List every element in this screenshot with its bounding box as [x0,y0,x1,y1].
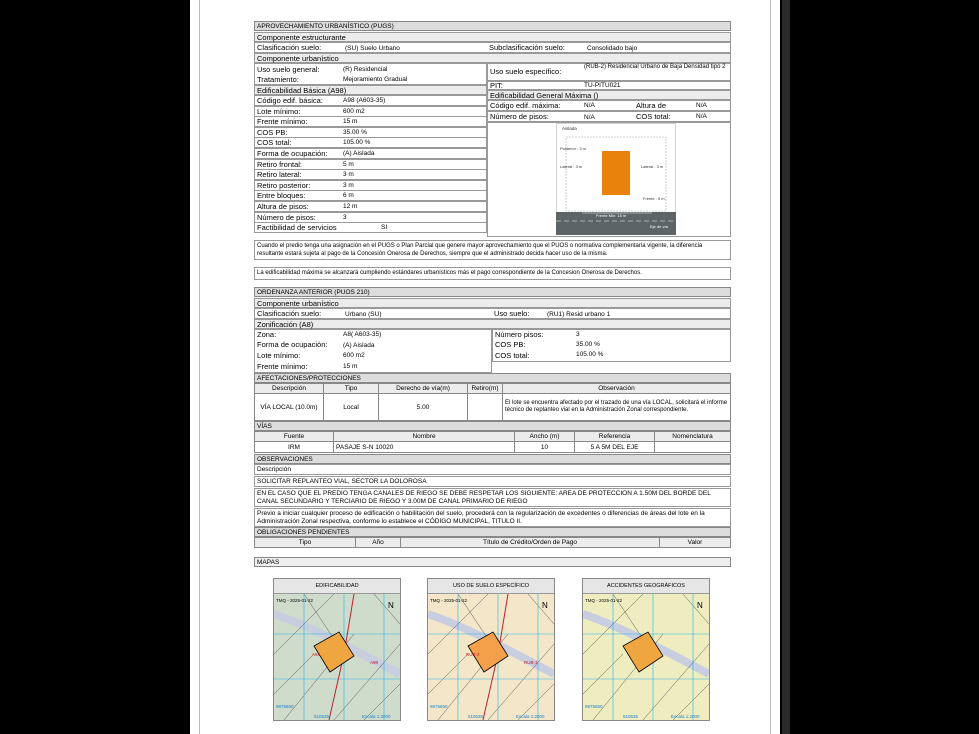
subclasificacion-value: Consolidado bajo [587,45,638,52]
map-canvas [274,594,400,720]
basic-field-value: 35.00 % [343,128,367,136]
map-stamp: TMQ - 2025-01-22 [585,598,623,603]
afect-cell-derecho: 5.00 [379,394,468,421]
puos-clasif-value: Urbano (SU) [345,311,382,318]
afect-header-descripcion: Descripción [255,384,324,394]
puos-left-box [254,329,492,373]
puos-forma-label: Forma de ocupación: [257,340,328,349]
basic-field-label: Entre bloques: [257,191,306,201]
max-cos-label: COS total: [636,112,671,121]
map-scale: Escala 1:2000 [362,714,391,719]
vias-header-fuente: Fuente [255,432,334,442]
map-coordinate: 510535 [468,714,484,719]
uso-general-label: Uso suelo general: [257,65,320,74]
basic-field-value: 105.00 % [343,139,371,147]
basic-field-value: 600 m2 [343,107,365,115]
puos-costotal-label: COS total: [495,351,530,360]
puos-cospb-label: COS PB: [495,340,526,349]
basic-field-value: 15 m [343,118,358,126]
basic-field-row [254,169,487,180]
afect-cell-descripcion: VÍA LOCAL (10.0m) [255,394,324,421]
north-arrow-icon: N [697,601,703,610]
basic-field-value: 5 m [343,160,354,168]
basic-field-label: Código edif. básica: [257,96,323,105]
max-altura-label: Altura de [636,101,667,110]
puos-forma-value: (A) Aislada [343,342,375,349]
map-zone-label: A98 [370,660,379,665]
basic-field-value: 12 m [343,203,358,210]
section-title-pugs: APROVECHAMIENTO URBANÍSTICO (PUGS) [254,21,731,31]
basic-field-label: Retiro lateral: [257,170,302,180]
note-edificabilidad-maxima: La edificabilidad máxima se alcanzará cumpliendo estándares urbanísticos más el pago correspondiente de la Concesion Onerosa de Derechos. [254,267,731,280]
max-codigo-label: Código edif. máxima: [490,101,561,110]
basic-field-label: Frente mínimo: [257,117,308,127]
basic-field-label: COS total: [257,138,292,148]
basic-field-row [254,148,487,159]
uso-especifico-label: Uso suelo específico: [490,67,562,76]
map-canvas [428,594,554,720]
vias-cell-ancho: 10 [515,442,575,453]
basic-field-row [254,137,487,148]
vias-cell-nombre: PASAJE S-N 10020 [334,442,515,453]
basic-field-label: Altura de pisos: [257,202,309,211]
map-coordinate: 510535 [314,714,330,719]
basic-field-label: Lote mínimo: [257,106,301,116]
map-zone-label: RUB-2 [466,652,480,657]
clasificacion-value: (SU) Suelo Urbano [345,45,400,52]
afect-cell-tipo: Local [324,394,379,421]
basic-field-row [254,212,487,223]
diagram-posterior: Posterior : 3 m [560,146,587,151]
subclasificacion-label: Subclasificación suelo: [489,43,565,52]
basic-field-value: 6 m [343,192,354,200]
basic-field-label: Retiro frontal: [257,159,303,169]
clasificacion-label: Clasificación suelo: [257,43,322,52]
map-title: USO DE SUELO ESPECÍFICO [428,579,554,594]
map-stamp: TMQ - 2025-01-22 [276,598,314,603]
setback-diagram [556,123,676,235]
map-stamp: TMQ - 2025-01-22 [430,598,468,603]
max-altura-value: N/A [696,102,707,109]
pit-label: PIT: [490,81,503,90]
table-row [255,394,731,421]
basic-field-value: SI [381,224,388,232]
puos-costotal-value: 105.00 % [576,351,604,358]
north-arrow-icon: N [388,601,394,610]
section-title-obligaciones: OBLIGACIONES PENDIENTES [254,527,731,537]
max-cos-value: N/A [696,113,707,120]
oblig-header-anio: Año [356,538,401,548]
edificabilidad-basica-heading: Edificabilidad Básica (A98) [254,85,487,95]
diagram-lateral-right: Lateral : 3 m [641,164,664,169]
component-estructurante-heading: Componente estructurante [254,32,731,42]
vias-header-nombre: Nombre [334,432,515,442]
basic-field-value: A98 (A603-35) [343,97,386,104]
basic-field-value: 3 [343,213,347,221]
observaciones-desc-header: Descripción [254,464,731,475]
observacion-item-3: Previo a iniciar cualquier proceso de edificación o habilitación del suelo, procederá con la regularización de excedentes o diferencias de áreas del lote en la Administración Zonal respectiva, conforme lo establece el CÓDIGO MUNICIPAL, TITULO II. [254,508,731,527]
section-title-afectaciones: AFECTACIONES/PROTECCIONES [254,373,731,383]
observacion-item-1: SOLICITAR REPLANTEO VIAL, SECTOR LA DOLOROSA [254,476,731,487]
diagram-aislada: Aislada [562,126,577,131]
basic-field-label: Número de pisos: [257,212,316,222]
map-coordinate: 9975650 [585,704,603,709]
puos-lote-value: 600 m2 [343,352,365,359]
table-row [255,442,731,453]
basic-field-row [254,201,487,212]
uso-tratamiento-box [254,63,487,85]
map-coordinate: 9975650 [430,704,448,709]
vias-header-nomenclatura: Nomenclatura [655,432,731,442]
map-canvas [583,594,709,720]
basic-field-value: (A) Aislada [343,150,375,157]
oblig-header-titulo: Título de Crédito/Orden de Pago [401,538,660,548]
basic-field-value: 3 m [343,181,354,189]
diagram-frente: Frente : 5 m [643,196,665,201]
max-row-2 [487,111,731,122]
map-coordinate: 510535 [623,714,639,719]
device-bezel [782,0,790,734]
basic-field-row [254,180,487,191]
pit-value: TU-PITU021 [584,82,621,89]
edificabilidad-maxima-heading: Edificabilidad General Máxima () [487,90,731,100]
basic-field-label: COS PB: [257,127,288,137]
basic-field-row [254,190,487,201]
puos-cospb-value: 35.00 % [576,341,600,348]
vias-header-ancho: Ancho (m) [515,432,575,442]
pit-box [487,81,731,90]
afectaciones-table [254,383,731,421]
max-pisos-label: Número de pisos: [490,112,549,121]
clasificacion-row [254,42,731,53]
section-title-vias: VÍAS [254,421,731,431]
vias-cell-nomenclatura [655,442,731,453]
puos-lote-label: Lote mínimo: [257,351,301,360]
map-coordinate: 9975650 [276,704,294,709]
note-concesion: Cuando el predio tenga una asignación en el PUGS o Plan Parcial que genere mayor aprovechamiento que el PUOS o normativa complementaria vigente, la diferencia resultante estará sujeta al pago de la Concesión Onerosa de Derechos, siempre que el administrado decida hacer uso de la misma. [254,240,731,260]
puos-pisos-value: 3 [576,331,580,338]
basic-field-row [254,116,487,127]
basic-field-row [254,106,487,117]
basic-field-row [254,159,487,170]
map-scale: Escala 1:2000 [671,714,700,719]
map-title: ACCIDENTES GEOGRÁFICOS [583,579,709,594]
puos-uso-label: Uso suelo: [494,309,530,318]
max-row-1 [487,100,731,111]
puos-clasif-label: Clasificación suelo: [257,309,322,318]
basic-field-row [254,222,487,233]
vias-table [254,431,731,453]
map-title: EDIFICABILIDAD [274,579,400,594]
basic-field-label: Retiro posterior: [257,180,311,190]
diagram-lateral-left: Lateral : 3 m [560,164,583,169]
section-title-puos: ORDENANZA ANTERIOR (PUOS 210) [254,287,731,297]
diagram-frente-min: Frente Min: 15 m [596,213,627,218]
afect-header-observacion: Observación [503,384,731,394]
vias-cell-referencia: 5 A 5M DEL EJE [575,442,655,453]
basic-field-row [254,95,487,106]
basic-field-value: 3 m [343,171,354,179]
puos-clasif-row [254,308,731,319]
vias-cell-fuente: IRM [255,442,334,453]
puos-component-heading: Componente urbanístico [254,298,731,308]
map-uso-suelo[interactable] [427,578,555,721]
vias-header-referencia: Referencia [575,432,655,442]
north-arrow-icon: N [542,601,548,610]
afect-header-retiro: Retiro(m) [468,384,503,394]
afect-cell-retiro [468,394,503,421]
building-footprint [602,151,630,195]
puos-pisos-label: Número pisos: [495,330,544,339]
observacion-item-2: EN EL CASO QUE EL PREDIO TENGA CANALES DE RIEGO SE DEBE RESPETAR LOS SIGUIENTE: AREA DE PROTECCION A 1.50M DEL BORDE DEL CANAL SECUNDARIO Y TERCIARIO DE RIEGO Y 3.00M DE CANAL PRIMARIO DE RIEGO [254,488,731,507]
oblig-header-tipo: Tipo [255,538,356,548]
puos-zonificacion-heading: Zonificación (A8) [254,319,731,329]
uso-general-value: (R) Residencial [343,66,388,73]
max-pisos-value: N/A [584,114,595,121]
puos-zona-value: A8( A603-35) [343,331,382,338]
map-zone-label: A98 [312,652,321,657]
map-scale: Escala 1:2000 [516,714,545,719]
max-codigo-value: N/A [584,102,595,109]
basic-field-row [254,127,487,138]
puos-frente-label: Frente mínimo: [257,362,308,371]
diagram-eje-via: Eje de vía [650,224,668,229]
puos-right-box [492,329,731,362]
afect-cell-observacion: El lote se encuentra afectado por el trazado de una vía LOCAL, solicitará el informe técnico de replanteo vial en la Administración Zonal correspondiente. [503,394,731,421]
map-edificabilidad[interactable] [273,578,401,721]
basic-field-label: Factibilidad de servicios [257,223,337,233]
puos-frente-value: 15 m [343,363,358,370]
afect-header-tipo: Tipo [324,384,379,394]
basic-field-label: Forma de ocupación: [257,149,328,158]
section-title-mapas: MAPAS [254,557,731,567]
tratamiento-label: Tratamiento: [257,75,299,84]
document-page [190,0,780,734]
tratamiento-value: Mejoramiento Gradual [343,76,408,83]
uso-especifico-value: (RUB-2) Residencial Urbano de Baja Densidad tipo 2 [584,64,726,70]
oblig-header-valor: Valor [660,538,731,548]
map-accidentes-geograficos[interactable] [582,578,710,721]
section-title-observaciones: OBSERVACIONES [254,454,731,464]
puos-zona-label: Zona: [257,330,277,339]
afect-header-derecho: Derecho de vía(m) [379,384,468,394]
puos-uso-value: (RU1) Resid urbano 1 [547,311,611,318]
uso-especifico-box [487,63,731,81]
component-urbanistico-heading: Componente urbanístico [254,53,731,63]
obligaciones-table [254,537,731,548]
map-zone-label: RUB-1 [524,660,538,665]
